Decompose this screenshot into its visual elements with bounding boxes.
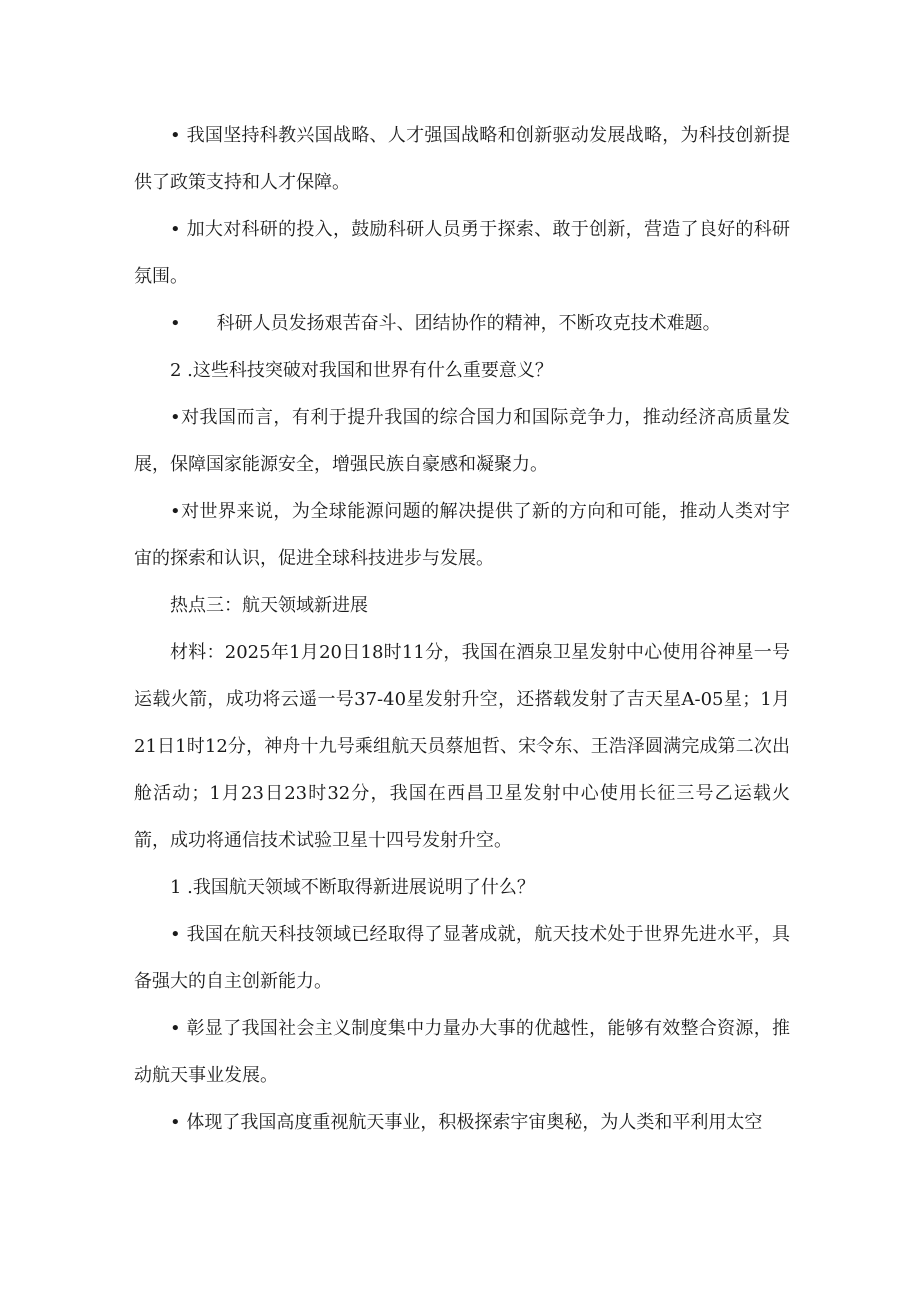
bullet-paragraph-research-investment: • 加大对科研的投入，鼓励科研人员勇于探索、敢于创新，营造了良好的科研氛围。: [134, 219, 790, 287]
bullet-paragraph-space-exploration: • 体现了我国高度重视航天事业，积极探索宇宙奥秘，为人类和平利用太空: [170, 1112, 763, 1133]
bullet-paragraph-policy-support: • 我国坚持科教兴国战略、人才强国战略和创新驱动发展战略，为科技创新提供了政策支持和人才保障。: [134, 125, 790, 193]
section-heading-hotspot-three: 热点三：航天领域新进展: [170, 595, 368, 616]
material-paragraph-aerospace: 材料：2025年1月20日18时11分，我国在酒泉卫星发射中心使用谷神星一号运载火箭，成功将云遥一号37-40星发射升空，还搭载发射了吉天星A-05星；1月21日1时12分，神舟十九号乘组航天员蔡旭哲、宋令东、王浩泽圆满完成第二次出舱活动；1月23日23时32分，我国在西昌卫星发射中心使用长征三号乙运载火箭，成功将通信技术试验卫星十四号发射升空。: [134, 642, 790, 851]
bullet-paragraph-aerospace-achievement: • 我国在航天科技领域已经取得了显著成就，航天技术处于世界先进水平，具备强大的自主创新能力。: [134, 924, 790, 992]
bullet-paragraph-domestic-significance: •对我国而言，有利于提升我国的综合国力和国际竞争力，推动经济高质量发展，保障国家能源安全，增强民族自豪感和凝聚力。: [134, 407, 790, 475]
bullet-paragraph-global-significance: •对世界来说，为全球能源问题的解决提供了新的方向和可能，推动人类对宇宙的探索和认识，促进全球科技进步与发展。: [134, 501, 790, 569]
bullet-paragraph-system-advantage: • 彰显了我国社会主义制度集中力量办大事的优越性，能够有效整合资源，推动航天事业发展。: [134, 1018, 790, 1086]
question-heading-aerospace-progress: 1 .我国航天领域不断取得新进展说明了什么？: [170, 877, 535, 898]
bullet-paragraph-research-spirit: • 科研人员发扬艰苦奋斗、团结协作的精神，不断攻克技术难题。: [170, 313, 721, 334]
question-heading-significance: 2 .这些科技突破对我国和世界有什么重要意义？: [170, 360, 553, 381]
